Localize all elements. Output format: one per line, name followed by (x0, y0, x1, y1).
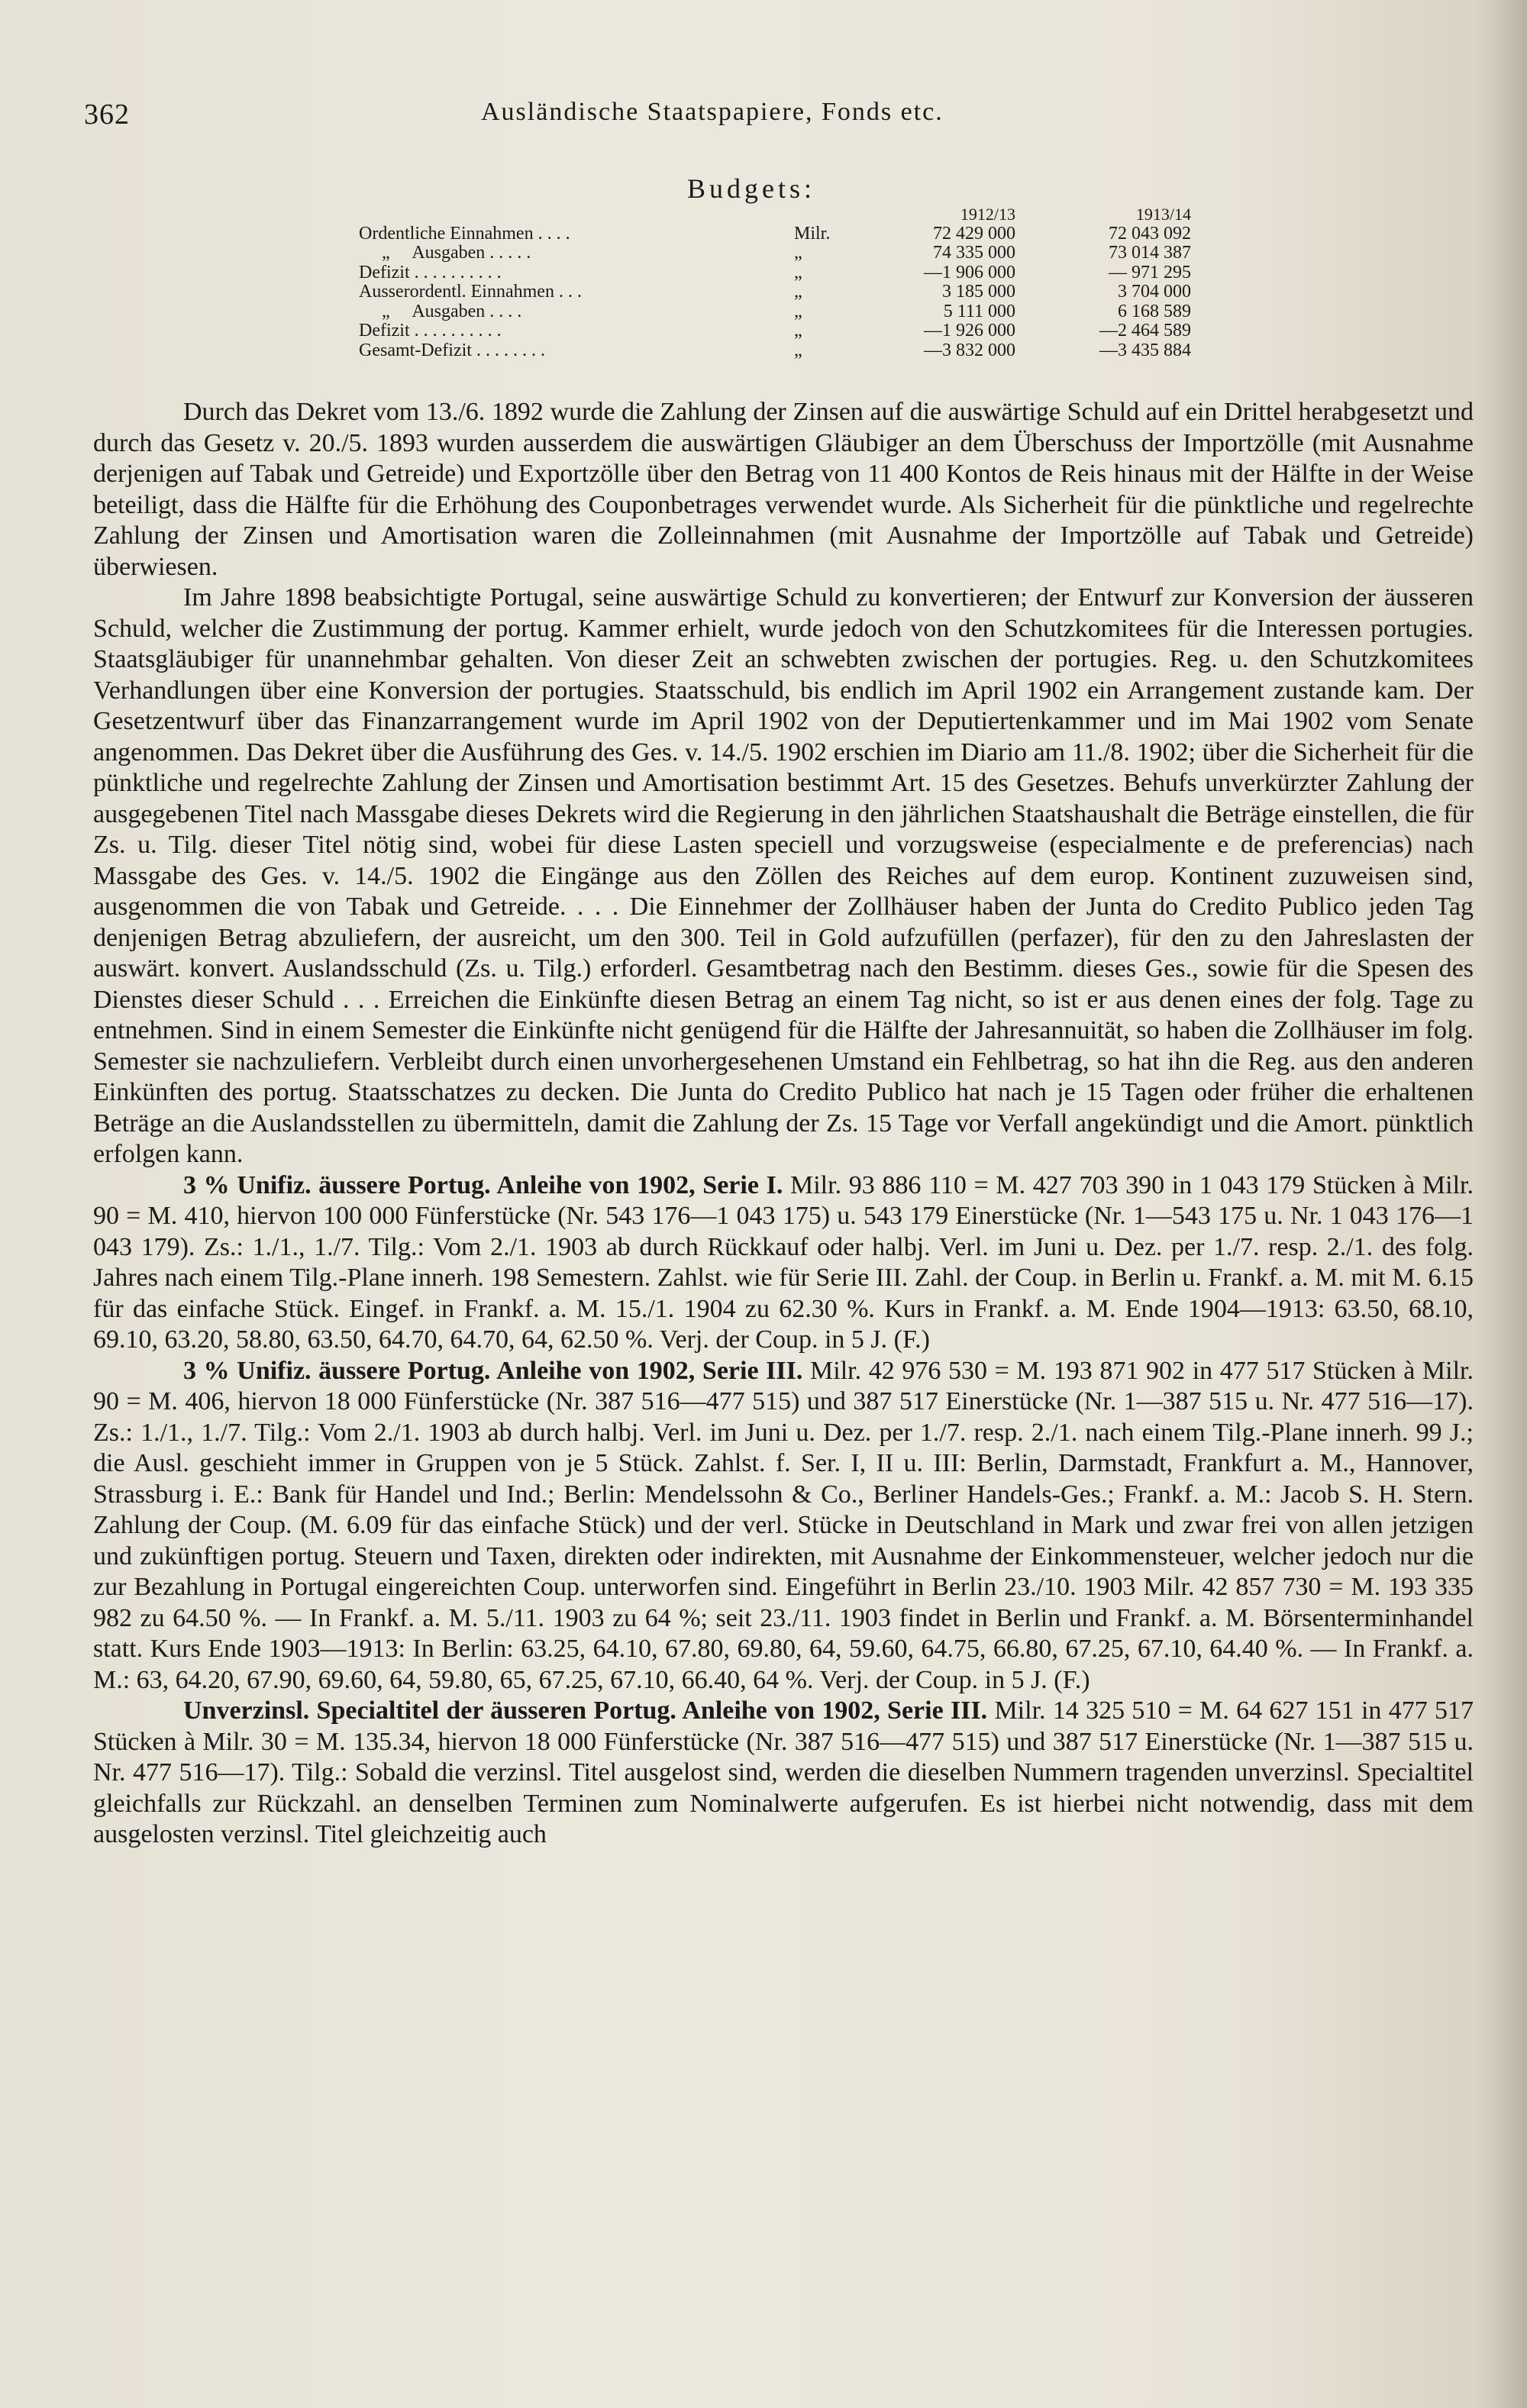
paragraph-serie-i: 3 % Unifiz. äussere Portug. Anleihe von 1902, Serie I. Milr. 93 886 110 = M. 427 703 390 in 1 043 179 Stücken à Milr. 90 = M. 410, hiervon 100 000 Fünferstücke (Nr. 543 176—1 043 175) u. 543 179 Einerstücke (Nr. 1—543 175 u. Nr. 1 043 176—1 043 179). Zs.: 1./1., 1./7. Tilg.: Vom 2./1. 1903 ab durch Rückkauf oder halbj. Verl. im Juni u. Dez. per 1./7. resp. 2./1. des folg. Jahres nach einem Tilg.-Plane innerh. 198 Semestern. Zahlst. wie für Serie III. Zahl. der Coup. in Berlin u. Frankf. a. M. mit M. 6.15 für das einfache Stück. Eingef. in Frankf. a. M. 15./1. 1904 zu 62.30 %. Kurs in Frankf. a. M. Ende 1904—1913: 63.50, 68.10, 69.10, 63.20, 58.80, 63.50, 64.70, 64.70, 64, 62.50 %. Verj. der Coup. in 5 J. (F.) (93, 1170, 1474, 1354)
budget-value-1912-13: 72 429 000 (933, 223, 1015, 244)
budget-row-label: „ Ausgaben . . . . . (359, 243, 531, 263)
budget-row (359, 282, 1191, 302)
security-title: 3 % Unifiz. äussere Portug. Anleihe von 1902, Serie I. (183, 1170, 783, 1199)
budget-value-1913-14: —3 435 884 (1099, 340, 1191, 360)
budget-col-1912-13: 1912/13 (960, 205, 1015, 224)
paragraph: Im Jahre 1898 beabsichtigte Portugal, seine auswärtige Schuld zu konvertieren; der Entwurf zur Konversion der äusseren Schuld, welcher die Zustimmung der portug. Kammer erhielt, wurde jedoch von den Schutzkomitees für die Interessen portugies. Staatsgläubiger für unannehmbar gehalten. Von dieser Zeit an schwebten zwischen der portugies. Reg. u. den Schutzkomitees Verhandlungen über eine Konversion der portugies. Staatsschuld, bis endlich im April 1902 ein Arrangement zustande kam. Der Gesetzentwurf über das Finanzarrangement wurde im April 1902 von der Deputiertenkammer und im Mai 1902 vom Senate angenommen. Das Dekret über die Ausführung des Ges. v. 14./5. 1902 erschien im Diario am 11./8. 1902; über die Sicherheit für die pünktliche und regelrechte Zahlung der Zinsen und Amortisation bestimmt Art. 15 des Gesetzes. Behufs unverkürzter Zahlung der ausgegebenen Titel nach Massgabe dieses Dekrets wird die Regierung in den jährlichen Staatshaushalt die Beträge einstellen, die für Zs. u. Tilg. dieser Titel nötig sind, wobei für diese Lasten speciell und vorzugsweise (especialmente e de preferencias) nach Massgabe des Ges. v. 14./5. 1902 die Eingänge aus den Zöllen des Reiches auf dem europ. Kontinent zuzuweisen sind, ausgenommen die von Tabak und Getreide. . . . Die Einnehmer der Zollhäuser haben der Junta do Credito Publico jeden Tag denjenigen Betrag abzuliefern, der ausreicht, um den 300. Teil in Gold aufzufüllen (perfazer), für den zu den Jahreslasten der auswärt. konvert. Auslandsschuld (Zs. u. Tilg.) erforderl. Gesamtbetrag nach den Bestimm. dieses Ges., sowie für die Spesen des Dienstes dieser Schuld . . . Erreichen die Einkünfte diesen Betrag an einem Tag nicht, so ist er aus denen eines der folg. Tage zu entnehmen. Sind in einem Semester die Einkünfte nicht genügend für die Hälfte der Jahresannuität, so haben die Zollhäuser im folg. Semester sie nachzuliefern. Verbleibt durch einen unvorhergesehenen Umstand ein Fehlbetrag, so hat ihn die Reg. aus den anderen Einkünften des portug. Staatsschatzes zu decken. Die Junta do Credito Publico hat nach je 15 Tagen oder früher die erhaltenen Beträge an die Auslandsstellen zu übermitteln, damit die Zahlung der Zs. 15 Tage vor Verfall angekündigt und die Amort. pünktlich erfolgen kann. (93, 583, 1474, 1168)
budget-value-1912-13: 3 185 000 (942, 282, 1015, 302)
paragraph-serie-iii: 3 % Unifiz. äussere Portug. Anleihe von 1902, Serie III. Milr. 42 976 530 = M. 193 871 902 in 477 517 Stücken à Milr. 90 = M. 406, hiervon 18 000 Fünferstücke (Nr. 387 516—477 515) und 387 517 Einerstücke (Nr. 1—387 515 u. Nr. 477 516—17). Zs.: 1./1., 1./7. Tilg.: Vom 2./1. 1903 ab durch halbj. Verl. im Juni u. Dez. per 1./7. resp. 2./1. nach einem Tilg.-Plane innerh. 99 J.; die Ausl. geschieht immer in Gruppen von je 5 Stück. Zahlst. f. Ser. I, II u. III: Berlin, Darmstadt, Frankfurt a. M., Hannover, Strassburg i. E.: Bank für Handel und Ind.; Berlin: Mendelssohn & Co., Berliner Handels-Ges.; Frankf. a. M.: Jacob S. H. Stern. Zahlung der Coup. (M. 6.09 für das einfache Stück) und der verl. Stücke in Deutschland in Mark und zwar frei von allen jetzigen und zukünftigen portug. Steuern und Taxen, direkten oder indirekten, mit Ausnahme der Einkommensteuer, welcher jedoch nur die zur Bezahlung in Portugal eingereichten Coup. unterworfen sind. Eingeführt in Berlin 23./10. 1903 Milr. 42 857 730 = M. 193 335 982 zu 64.50 %. — In Frankf. a. M. 5./11. 1903 zu 64 %; seit 23./11. 1903 findet in Berlin und Frankf. a. M. Börsenterminhandel statt. Kurs Ende 1903—1913: In Berlin: 63.25, 64.10, 67.80, 69.80, 64, 59.60, 64.75, 66.80, 67.25, 67.10, 64.40 %. — In Frankf. a. M.: 63, 64.20, 67.90, 69.60, 64, 59.80, 65, 67.25, 67.10, 66.40, 64 %. Verj. der Coup. in 5 J. (F.) (93, 1356, 1474, 1694)
budget-value-1912-13: —1 906 000 (924, 262, 1015, 282)
paragraph-specialtitel: Unverzinsl. Specialtitel der äusseren Portug. Anleihe von 1902, Serie III. Milr. 14 325 510 = M. 64 627 151 in 477 517 Stücken à Milr. 30 = M. 135.34, hiervon 18 000 Fünferstücke (Nr. 387 516—477 515) und 387 517 Einerstücke (Nr. 1—387 515 u. Nr. 477 516—17). Tilg.: Sobald die verzinsl. Titel ausgelost sind, werden die dieselben Nummern tragenden unverzinsl. Specialtitel gleichfalls zur Rückzahl. an denselben Terminen zum Nominalwerte aufgerufen. Es ist hierbei nicht notwendig, dass mit dem ausgelosten verzinsl. Titel gleichzeitig auch (93, 1696, 1474, 1848)
budget-value-1913-14: 3 704 000 (1118, 282, 1191, 302)
budget-table (359, 205, 1191, 360)
budget-row (359, 263, 1191, 283)
budget-row-label: Gesamt-Defizit . . . . . . . . (359, 340, 545, 360)
budget-title: Budgets: (687, 173, 816, 204)
budget-row-unit: „ (794, 321, 802, 341)
budget-row-label: „ Ausgaben . . . . (359, 301, 522, 321)
budget-row (359, 341, 1191, 361)
budget-row-label: Ausserordentl. Einnahmen . . . (359, 282, 582, 302)
budget-col-1913-14: 1913/14 (1135, 205, 1191, 224)
security-title: Unverzinsl. Specialtitel der äusseren Portug. Anleihe von 1902, Serie III. (183, 1696, 988, 1725)
budget-row-unit: „ (794, 340, 802, 360)
budget-row (359, 321, 1191, 341)
budget-value-1912-13: 74 335 000 (933, 243, 1015, 263)
running-title: Ausländische Staatspapiere, Fonds etc. (481, 98, 944, 126)
budget-value-1913-14: 6 168 589 (1118, 301, 1191, 321)
budget-header-row (359, 205, 1191, 224)
budget-value-1912-13: 5 111 000 (943, 301, 1015, 321)
budget-value-1913-14: 72 043 092 (1109, 223, 1191, 244)
page-number: 362 (84, 98, 130, 131)
budget-row (359, 224, 1191, 244)
budget-row-unit: „ (794, 301, 802, 321)
budget-value-1913-14: —2 464 589 (1099, 321, 1191, 341)
paragraph: Durch das Dekret vom 13./6. 1892 wurde die Zahlung der Zinsen auf die auswärtige Schuld auf ein Drittel herabgesetzt und durch das Gesetz v. 20./5. 1893 wurden ausserdem die auswärtigen Gläubiger an dem Überschuss der Importzölle (mit Ausnahme derjenigen auf Tabak und Getreide) und Exportzölle über den Betrag von 11 400 Kontos de Reis hinaus mit der Hälfte in der Weise beteiligt, dass die Hälfte für die Erhöhung des Couponbetrages verwendet wurde. Als Sicherheit für die pünktliche und regelrechte Zahlung der Zinsen und Amortisation waren die Zolleinnahmen (mit Ausnahme der Importzölle auf Tabak und Getreide) überwiesen. (93, 398, 1474, 581)
budget-row-unit: „ (794, 243, 802, 263)
budget-row-label: Ordentliche Einnahmen . . . . (359, 223, 570, 244)
budget-value-1912-13: —3 832 000 (924, 340, 1015, 360)
budget-value-1913-14: 73 014 387 (1109, 243, 1191, 263)
budget-row-label: Defizit . . . . . . . . . . (359, 262, 502, 282)
page-header (84, 92, 1458, 137)
budget-row-unit: „ (794, 282, 802, 302)
budget-row-unit: Milr. (794, 223, 831, 244)
budget-row (359, 244, 1191, 263)
security-title: 3 % Unifiz. äussere Portug. Anleihe von 1902, Serie III. (183, 1356, 803, 1385)
body-text (93, 397, 1474, 1851)
budget-row-unit: „ (794, 262, 802, 282)
budget-value-1913-14: — 971 295 (1109, 262, 1191, 282)
budget-value-1912-13: —1 926 000 (924, 321, 1015, 341)
budget-row (359, 302, 1191, 322)
budget-row-label: Defizit . . . . . . . . . . (359, 321, 502, 341)
